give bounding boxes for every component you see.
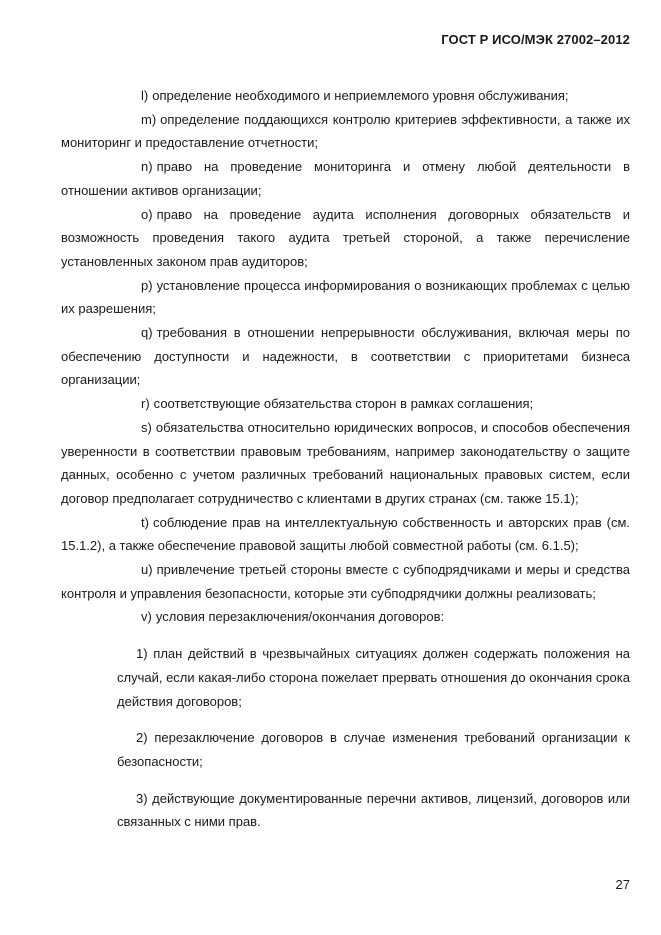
sub-item-text: перезаключение договоров в случае изменения требований организации к безопасности;	[117, 730, 630, 769]
item-text: требования в отношении непрерывности обслуживания, включая меры по обеспечению доступности и надежности, в соответствии с приоритетами бизнеса организации;	[61, 325, 630, 388]
sub-item-1	[117, 642, 630, 713]
list-item-n	[61, 155, 630, 202]
list-item-q	[61, 321, 630, 392]
item-label: s)	[141, 419, 152, 435]
sub-item-3	[117, 787, 630, 834]
sub-item-text: план действий в чрезвычайных ситуациях должен содержать положения на случай, если какая-либо сторона пожелает прервать отношения до окончания срока действия договоров;	[117, 646, 630, 709]
list-item-l	[61, 84, 630, 108]
item-text: установление процесса информирования о возникающих проблемах с целью их разрешения;	[61, 277, 630, 317]
document-header: ГОСТ Р ИСО/МЭК 27002–2012	[441, 32, 630, 47]
sub-item-label: 1)	[136, 646, 148, 662]
list-item-o	[61, 203, 630, 274]
list-item-t	[61, 511, 630, 558]
item-label: p)	[141, 277, 153, 293]
sub-item-label: 2)	[136, 730, 148, 746]
item-label: v)	[141, 609, 152, 625]
list-item-m	[61, 108, 630, 155]
list-item-p	[61, 274, 630, 321]
item-text: соблюдение прав на интеллектуальную собственность и авторских прав (см. 15.1.2), а также обеспечение правовой защиты любой совместной работы (см. 6.1.5);	[61, 514, 630, 554]
item-text: условия перезаключения/окончания договоров:	[155, 609, 445, 625]
sub-item-label: 3)	[136, 790, 148, 806]
sub-item-text: действующие документированные перечни активов, лицензий, договоров или связанных с ними прав.	[117, 790, 630, 830]
item-label: q)	[141, 325, 153, 341]
list-item-r	[61, 392, 630, 416]
item-text: определение необходимого и неприемлемого уровня обслуживания;	[152, 88, 569, 103]
item-text: определение поддающихся контролю критериев эффективности, а также их мониторинг и предоставление отчетности;	[61, 111, 630, 151]
item-label: t)	[141, 514, 149, 530]
list-item-u	[61, 558, 630, 605]
item-label: o)	[141, 206, 153, 222]
item-text: право на проведение мониторинга и отмену любой деятельности в отношении активов организации;	[61, 159, 630, 198]
item-label: m)	[141, 111, 157, 127]
list-item-v	[61, 605, 630, 629]
item-label: u)	[141, 562, 153, 578]
item-label: l)	[141, 88, 149, 103]
sub-item-2	[117, 726, 630, 773]
item-label: n)	[141, 159, 153, 175]
item-text: право на проведение аудита исполнения договорных обязательств и возможность проведения такого аудита третьей стороной, а также перечисление установленных законом прав аудиторов;	[61, 206, 630, 269]
list-item-s	[61, 416, 630, 511]
item-text: привлечение третьей стороны вместе с субподрядчиками и меры и средства контроля и управления безопасности, которые эти субподрядчики должны реализовать;	[61, 562, 630, 601]
item-text: соответствующие обязательства сторон в рамках соглашения;	[153, 396, 534, 412]
item-label: r)	[141, 396, 150, 412]
page-number: 27	[615, 877, 630, 892]
document-body	[61, 84, 630, 847]
item-text: обязательства относительно юридических вопросов, и способов обеспечения уверенности в соответствии правовым требованиям, например законодательству о защите данных, особенно с учетом различных требований национальных правовых систем, если договор предполагает сотрудничество с клиентами в других странах (см. также 15.1);	[61, 419, 630, 506]
